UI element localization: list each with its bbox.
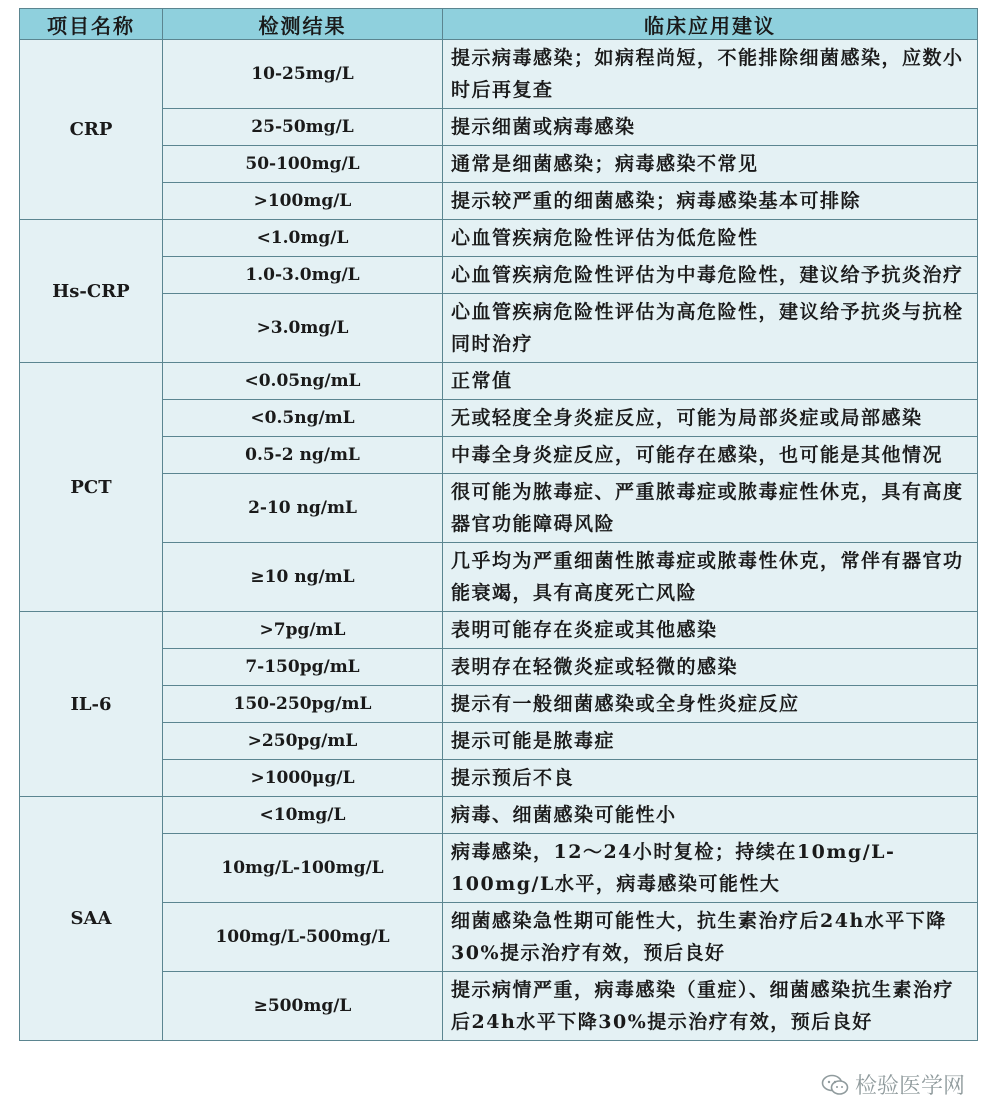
table-row <box>20 760 978 797</box>
result-cell: >250pg/mL <box>163 723 443 760</box>
suggestion-cell: 无或轻度全身炎症反应，可能为局部炎症或局部感染 <box>443 400 978 437</box>
table-row <box>20 972 978 1041</box>
table-row <box>20 257 978 294</box>
header-item-name: 项目名称 <box>20 9 163 40</box>
suggestion-cell: 病毒、细菌感染可能性小 <box>443 797 978 834</box>
suggestion-cell: 提示病情严重，病毒感染（重症）、细菌感染抗生素治疗后24h水平下降30%提示治疗有效，预后良好 <box>443 972 978 1041</box>
result-cell: >100mg/L <box>163 183 443 220</box>
result-cell: 0.5-2 ng/mL <box>163 437 443 474</box>
suggestion-cell: 表明存在轻微炎症或轻微的感染 <box>443 649 978 686</box>
item-name-cell: SAA <box>20 797 163 1041</box>
result-cell: <0.05ng/mL <box>163 363 443 400</box>
suggestion-cell: 提示细菌或病毒感染 <box>443 109 978 146</box>
item-name-cell: IL-6 <box>20 612 163 797</box>
result-cell: 150-250pg/mL <box>163 686 443 723</box>
suggestion-cell: 提示预后不良 <box>443 760 978 797</box>
suggestion-cell: 正常值 <box>443 363 978 400</box>
suggestion-cell: 提示病毒感染；如病程尚短，不能排除细菌感染，应数小时后再复查 <box>443 40 978 109</box>
watermark <box>821 1069 965 1100</box>
table-row <box>20 834 978 903</box>
table-row <box>20 400 978 437</box>
header-result: 检测结果 <box>163 9 443 40</box>
header-suggestion: 临床应用建议 <box>443 9 978 40</box>
result-cell: 10mg/L-100mg/L <box>163 834 443 903</box>
suggestion-cell: 病毒感染，12～24小时复检；持续在10mg/L-100mg/L水平，病毒感染可能性大 <box>443 834 978 903</box>
table-row <box>20 437 978 474</box>
result-cell: 10-25mg/L <box>163 40 443 109</box>
suggestion-cell: 提示有一般细菌感染或全身性炎症反应 <box>443 686 978 723</box>
result-cell: >7pg/mL <box>163 612 443 649</box>
item-name-cell: PCT <box>20 363 163 612</box>
suggestion-cell: 几乎均为严重细菌性脓毒症或脓毒性休克，常伴有器官功能衰竭，具有高度死亡风险 <box>443 543 978 612</box>
suggestion-cell: 心血管疾病危险性评估为低危险性 <box>443 220 978 257</box>
result-cell: ≥500mg/L <box>163 972 443 1041</box>
table-row <box>20 612 978 649</box>
table-row <box>20 183 978 220</box>
suggestion-cell: 细菌感染急性期可能性大，抗生素治疗后24h水平下降30%提示治疗有效，预后良好 <box>443 903 978 972</box>
clinical-reference-table <box>19 8 978 1041</box>
result-cell: 50-100mg/L <box>163 146 443 183</box>
table-row <box>20 363 978 400</box>
result-cell: >1000μg/L <box>163 760 443 797</box>
result-cell: ≥10 ng/mL <box>163 543 443 612</box>
result-cell: 2-10 ng/mL <box>163 474 443 543</box>
suggestion-cell: 心血管疾病危险性评估为高危险性，建议给予抗炎与抗栓同时治疗 <box>443 294 978 363</box>
result-cell: >3.0mg/L <box>163 294 443 363</box>
table-row <box>20 797 978 834</box>
suggestion-cell: 表明可能存在炎症或其他感染 <box>443 612 978 649</box>
result-cell: 7-150pg/mL <box>163 649 443 686</box>
table-row <box>20 474 978 543</box>
suggestion-cell: 心血管疾病危险性评估为中毒危险性，建议给予抗炎治疗 <box>443 257 978 294</box>
result-cell: 25-50mg/L <box>163 109 443 146</box>
watermark-text: 检验医学网 <box>854 1074 965 1099</box>
table-row <box>20 220 978 257</box>
table-row <box>20 294 978 363</box>
table-row <box>20 649 978 686</box>
header-row <box>20 9 978 40</box>
suggestion-cell: 很可能为脓毒症、严重脓毒症或脓毒症性休克，具有高度器官功能障碍风险 <box>443 474 978 543</box>
table-row <box>20 543 978 612</box>
table-container <box>19 8 977 1041</box>
suggestion-cell: 提示较严重的细菌感染；病毒感染基本可排除 <box>443 183 978 220</box>
item-name-cell: Hs-CRP <box>20 220 163 363</box>
table-row <box>20 146 978 183</box>
result-cell: <10mg/L <box>163 797 443 834</box>
result-cell: 1.0-3.0mg/L <box>163 257 443 294</box>
table-row <box>20 109 978 146</box>
table-row <box>20 903 978 972</box>
wechat-icon <box>821 1074 849 1096</box>
suggestion-cell: 通常是细菌感染；病毒感染不常见 <box>443 146 978 183</box>
table-row <box>20 40 978 109</box>
result-cell: 100mg/L-500mg/L <box>163 903 443 972</box>
result-cell: <0.5ng/mL <box>163 400 443 437</box>
item-name-cell: CRP <box>20 40 163 220</box>
result-cell: <1.0mg/L <box>163 220 443 257</box>
table-row <box>20 686 978 723</box>
suggestion-cell: 提示可能是脓毒症 <box>443 723 978 760</box>
table-row <box>20 723 978 760</box>
suggestion-cell: 中毒全身炎症反应，可能存在感染，也可能是其他情况 <box>443 437 978 474</box>
